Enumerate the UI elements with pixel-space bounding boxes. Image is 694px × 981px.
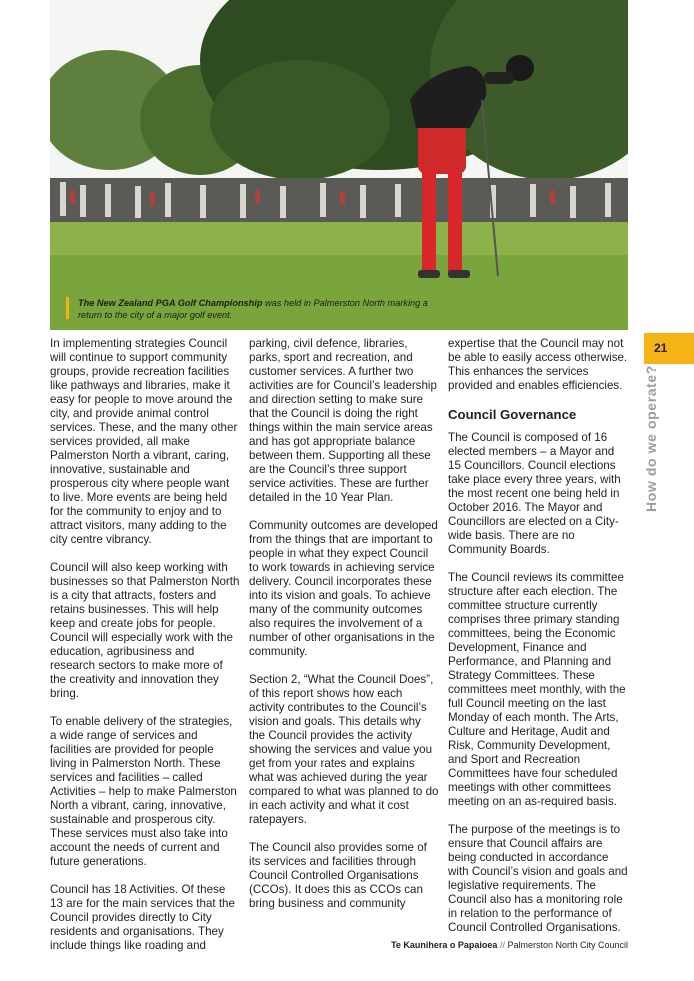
footer-org-maori: Te Kaunihera o Papaioea [391,940,498,950]
body-column-1 [50,337,240,967]
section-heading: Council Governance [448,407,577,422]
page-footer [391,940,628,950]
body-column-3 [448,337,628,949]
page-number-tab [644,333,694,364]
footer-org-english: Palmerston North City Council [507,940,628,950]
paragraph: parking, civil defence, libraries, parks, sport and recreation, and customer services. A further two activities are for Council’s leadership and direction setting to make sure that the Council is doing the right things within the main service areas and has got appropriate balance between them. Supporting all these are the Council’s three support service activities. These are further detailed in the 10 Year Plan. [249,337,437,504]
body-column-2 [249,337,439,925]
section-side-label: How do we operate? [643,365,659,512]
caption-accent-bar [66,297,69,319]
caption-event-name: The New Zealand PGA Golf Championship [78,298,263,308]
photo-caption [78,297,438,322]
paragraph: Council will also keep working with businesses so that Palmerston North is a city that attracts, fosters and retains businesses. This will help keep and create jobs for people. Council will especially work with the education, agribusiness and research sectors to make more of the creativity and innovation they bring. [50,561,240,700]
footer-separator: // [497,940,508,950]
paragraph: The Council is composed of 16 elected members – a Mayor and 15 Councillors. Council elections take place every three years, with the most recent one being held in October 2016. The Mayor and Councillors are elected on a City-wide basis. There are no Community Boards. [448,431,621,556]
paragraph: expertise that the Council may not be able to easily access otherwise. This enhances the services provided and enables efficiencies. [448,337,628,392]
golf-photo [50,0,628,330]
paragraph: In implementing strategies Council will continue to support community groups, provide recreation facilities like pathways and libraries, make it easy for people to move around the city, and provide animal control services. These, and the many other services provided, all make Palmerston North a vibrant, caring, innovative, sustainable and prosperous city where people want to live. More events are being held for the community to enjoy and to attract visitors, many adding to the city centre vibrancy. [50,337,238,546]
paragraph: The purpose of the meetings is to ensure that Council affairs are being conducted in accordance with Council’s vision and goals and legislative requirements. The Council also has a monitoring role in relation to the performance of Council Controlled Organisations. [448,823,628,934]
paragraph: Council has 18 Activities. Of these 13 are for the main services that the Council provides directly to City residents and organisations. They include things like roading and [50,883,235,952]
caption-description: was held in Palmerston North marking a return to the city of a major golf event. [78,298,428,321]
paragraph: Community outcomes are developed from the things that are important to people in what they expect Council to work towards in achieving service delivery. Council incorporates these into its vision and goals. To achieve many of the community outcomes also requires the involvement of a number of other organisations in the community. [249,519,438,658]
paragraph: The Council also provides some of its services and facilities through Council Controlled Organisations (CCOs). It does this as CCOs can bring business and community [249,841,427,910]
golf-scene-image [50,0,628,330]
paragraph: The Council reviews its committee structure after each election. The committee structure currently comprises three primary standing committees, being the Economic Development, Finance and Performance, and Planning and Strategy Committees. These committees meet monthly, with the full Council meeting on the last Monday of each month. The Arts, Culture and Heritage, Audit and Risk, Community Development, and Sport and Recreation Committees have four scheduled meetings with other committees meeting on an as-required basis. [448,571,626,808]
page-number: 21 [654,341,668,355]
paragraph: Section 2, “What the Council Does”, of this report shows how each activity contributes to the Council’s vision and goals. This details why the Council provides the activity showing the services and value you get from your rates and explains what was achieved during the year compared to what was planned to do in each activity and what it cost ratepayers. [249,673,439,826]
paragraph: To enable delivery of the strategies, a wide range of services and facilities are provided for people living in Palmerston North. These services and facilities – called Activities – help to make Palmerston North a vibrant, caring, innovative, sustainable and prosperous city. These services must also take into account the needs of current and future generations. [50,715,237,868]
